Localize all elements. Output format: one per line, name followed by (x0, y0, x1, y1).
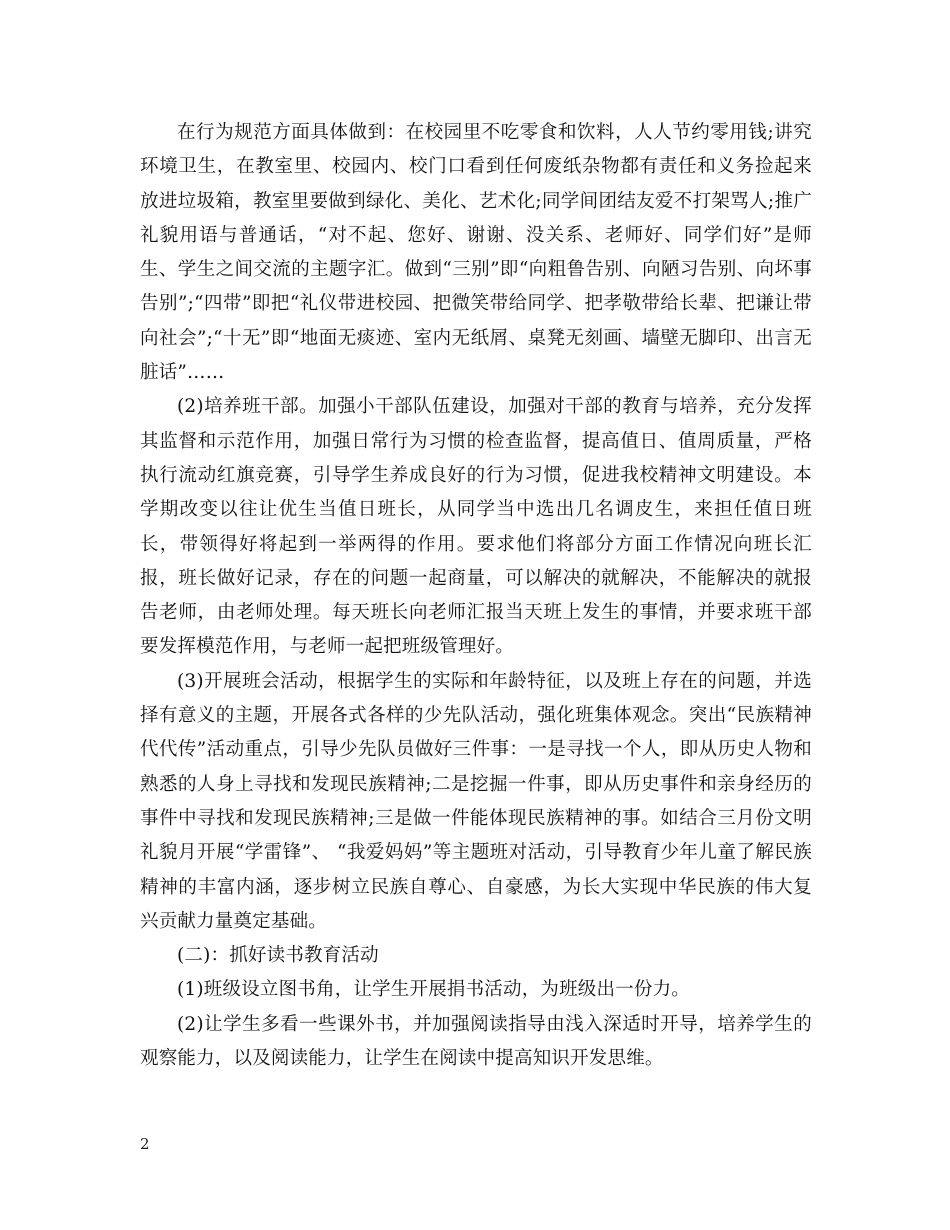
paragraph-extracurricular-reading: (2)让学生多看一些课外书，并加强阅读指导由浅入深适时开导，培养学生的观察能力，以及阅读能力，让学生在阅读中提高知识开发思维。 (140, 1013, 812, 1070)
page-number: 2 (140, 1135, 150, 1153)
document-body (140, 116, 812, 1076)
section-heading-reading-activities: (二)：抓好读书教育活动 (177, 945, 379, 967)
paragraph-class-meetings: (3)开展班会活动，根据学生的实际和年龄特征，以及班上存在的问题，并选择有意义的主题，开展各式各样的少先队活动，强化班集体观念。突出“民族精神代代传”活动重点，引导少先队员做好三件事：一是寻找一个人，即从历史人物和熟悉的人身上寻找和发现民族精神;二是挖掘一件事，即从历史事件和亲身经历的事件中寻找和发现民族精神;三是做一件能体现民族精神的事。如结合三月份文明礼貌月开展“学雷锋”、 “我爱妈妈”等主题班对活动，引导教育少年儿童了解民族精神的丰富内涵，逐步树立民族自尊心、自豪感，为长大实现中华民族的伟大复兴贡献力量奠定基础。 (140, 670, 812, 932)
paragraph-book-corner: (1)班级设立图书角，让学生开展捐书活动，为班级出一份力。 (177, 979, 691, 1001)
paragraph-class-cadres: (2)培养班干部。加强小干部队伍建设，加强对干部的教育与培养，充分发挥其监督和示范作用，加强日常行为习惯的检查监督，提高值日、值周质量，严格执行流动红旗竞赛，引导学生养成良好的行为习惯，促进我校精神文明建设。本学期改变以往让优生当值日班长，从同学当中选出几名调皮生，来担任值日班长，带领得好将起到一举两得的作用。要求他们将部分方面工作情况向班长汇报，班长做好记录，存在的问题一起商量，可以解决的就解决，不能解决的就报告老师，由老师处理。每天班长向老师汇报当天班上发生的事情，并要求班干部要发挥模范作用，与老师一起把班级管理好。 (140, 396, 812, 658)
paragraph-behavior-norms: 在行为规范方面具体做到：在校园里不吃零食和饮料，人人节约零用钱;讲究环境卫生，在教室里、校园内、校门口看到任何废纸杂物都有责任和义务捡起来放进垃圾箱，教室里要做到绿化、美化、艺术化;同学间团结友爱不打架骂人;推广礼貌用语与普通话，“对不起、您好、谢谢、没关系、老师好、同学们好”是师生、学生之间交流的主题字汇。做到“三别”即“向粗鲁告别、向陋习告别、向坏事告别”;“四带”即把“礼仪带进校园、把微笑带给同学、把孝敬带给长辈、把谦让带向社会”;“十无”即“地面无痰迹、室内无纸屑、桌凳无刻画、墙壁无脚印、出言无脏话”…… (140, 122, 812, 384)
